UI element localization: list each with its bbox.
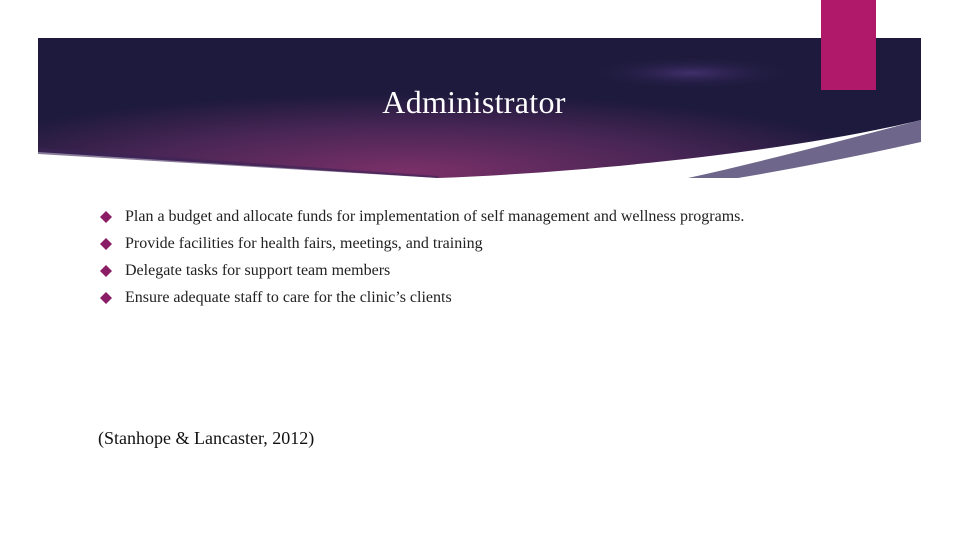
bullet-text: Plan a budget and allocate funds for implementation of self management and wellness programs. xyxy=(125,208,745,225)
list-item xyxy=(100,235,800,252)
bullet-text: Provide facilities for health fairs, meetings, and training xyxy=(125,235,483,252)
list-item xyxy=(100,262,800,279)
bullet-text: Ensure adequate staff to care for the clinic’s clients xyxy=(125,289,452,306)
accent-tab xyxy=(821,0,876,90)
bullet-list xyxy=(100,208,800,316)
bullet-text: Delegate tasks for support team members xyxy=(125,262,391,279)
title-banner xyxy=(38,38,921,178)
list-item xyxy=(100,208,800,225)
slide-title: Administrator xyxy=(382,84,566,120)
diamond-icon xyxy=(100,265,112,277)
list-item xyxy=(100,289,800,306)
diamond-icon xyxy=(100,238,112,250)
diamond-icon xyxy=(100,292,112,304)
citation: (Stanhope & Lancaster, 2012) xyxy=(98,428,315,448)
diamond-icon xyxy=(100,211,112,223)
